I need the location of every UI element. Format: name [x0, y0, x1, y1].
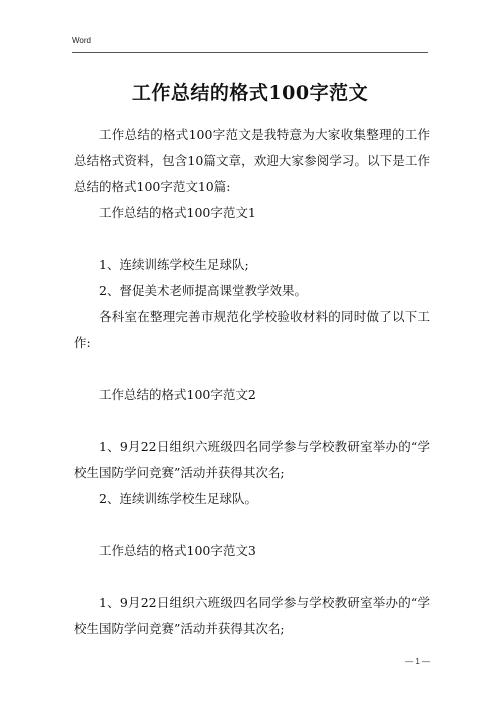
header-divider — [72, 52, 428, 53]
list-item: 1、9月22日组织六班级四名同学参与学校教研室举办的“学校生国防学问竞赛”活动并获得其次名; — [74, 439, 430, 480]
section-heading-2: 工作总结的格式100字范文2 — [99, 387, 256, 402]
body-paragraph: 各科室在整理完善市规范化学校验收材料的同时做了以下工作: — [74, 309, 430, 350]
page-number: — 1 — — [405, 657, 430, 666]
list-item: 1、9月22日组织六班级四名同学参与学校教研室举办的“学校生国防学问竞赛”活动并获得其次名; — [74, 595, 430, 636]
document-title: 工作总结的格式100字范文 — [131, 82, 369, 104]
intro-paragraph: 工作总结的格式100字范文是我特意为大家收集整理的工作总结格式资料，包含10篇文章，欢迎大家参阅学习。以下是工作总结的格式100字范文10篇: — [74, 127, 430, 194]
header-app-label: Word — [72, 36, 91, 45]
list-item: 2、连续训练学校生足球队。 — [99, 491, 257, 506]
list-item: 2、督促美术老师提高课堂教学效果。 — [99, 283, 307, 298]
section-heading-1: 工作总结的格式100字范文1 — [99, 205, 256, 220]
list-item: 1、连续训练学校生足球队; — [99, 257, 249, 272]
section-heading-3: 工作总结的格式100字范文3 — [99, 543, 256, 558]
